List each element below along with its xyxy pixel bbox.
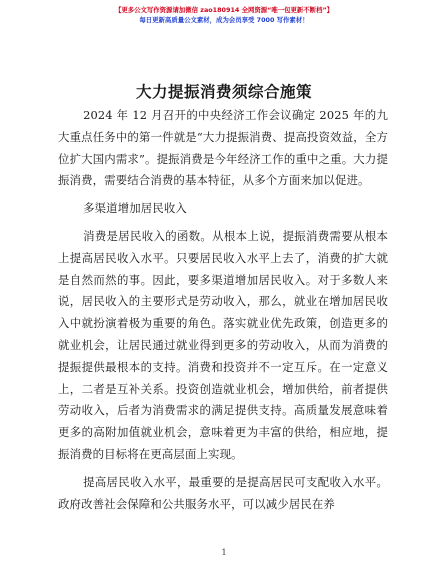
document-title: 大力提振消费须综合施策: [135, 83, 312, 101]
header-banner: [0, 5, 448, 25]
banner-line-update: 每日更新高质量公文素材，成为会员享受 7000 写作素材！: [139, 16, 309, 24]
paragraph-disposable-income: 提高居民收入水平，最重要的是提高居民可支配收入水平。政府改善社会保障和公共服务水平，可以减少居民在养: [58, 474, 388, 511]
page-number: 1: [221, 548, 227, 557]
banner-line-promo: 【更多公文写作资源请加微信 zao180914 全网资源“唯一包更新不断档”】: [114, 6, 334, 14]
section-heading: 多渠道增加居民收入: [83, 201, 187, 216]
paragraph-intro: 2024 年 12 月召开的中央经济工作会议确定 2025 年的九大重点任务中的第一件就是“大力提振消费、提高投资效益，全方位扩大国内需求”。提振消费是今年经济工作的重中之重。大力提振消费，需要结合消费的基本特征，从多个方面来加以促进。: [58, 108, 388, 188]
paragraph-income: 消费是居民收入的函数。从根本上说，提振消费需要从根本上提高居民收入水平。只要居民收入水平上去了，消费的扩大就是自然而然的事。因此，要多渠道增加居民收入。对于多数人来说，居民收入的主要形式是劳动收入，那么，就业在增加居民收入中就扮演着极为重要的角色。落实就业优先政策，创造更多的就业机会，让居民通过就业得到更多的劳动收入，从而为消费的提振提供最根本的支持。消费和投资并不一定互斥。在一定意义上，二者是互补关系。投资创造就业机会，增加供给，前者提供劳动收入，后者为消费需求的满足提供支持。高质量发展意味着更多的高附加值就业机会，意味着更为丰富的供给，相应地，提振消费的目标将在更高层面上实现。: [58, 228, 388, 461]
document-body: [58, 105, 388, 515]
